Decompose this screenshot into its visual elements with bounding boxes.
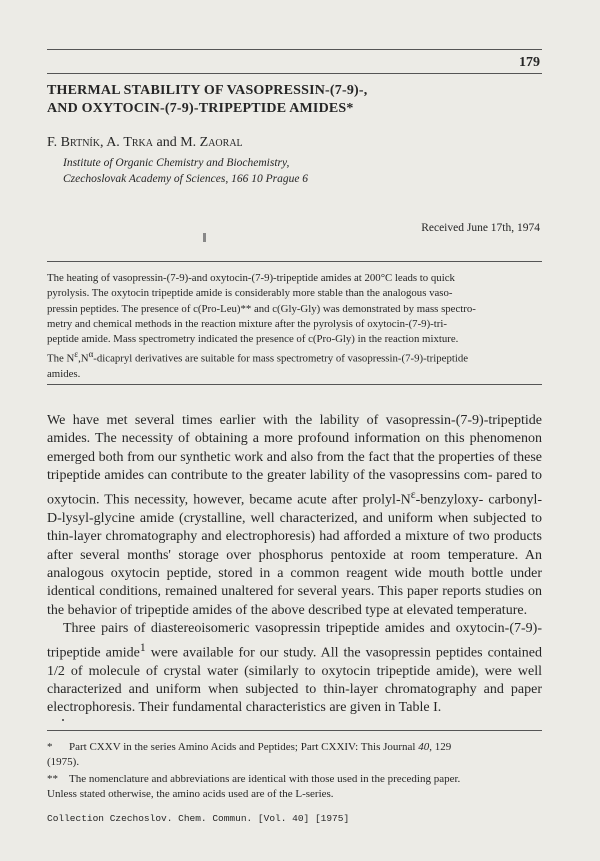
abstract-line: metry and chemical methods in the reaction mixture after the pyrolysis of oxytocin-(7-9)-tri- <box>47 317 447 330</box>
text-run: amides. The necessity of obtaining a more profound information on this phenomenon <box>47 431 542 447</box>
received-date: Received June 17th, 1974 <box>421 222 540 234</box>
footnote-2 <box>47 772 542 787</box>
footnote-1 <box>47 740 542 755</box>
text-run: carbonyl- <box>488 492 543 508</box>
print-speck <box>62 719 64 721</box>
superscript: α <box>88 349 94 360</box>
footnote-marker: ** <box>47 773 58 785</box>
text-run: of two products after several months' storage over phosphorus pentoxide at room <box>47 529 543 563</box>
text-run: -benzyloxy- <box>415 492 484 508</box>
text-run: bottle under identical conditions, remained unaltered for several years. This paper <box>47 565 543 600</box>
author-3-surname: Zaoral <box>199 135 243 150</box>
header-rule-bottom <box>47 73 542 74</box>
text-run: elevated temperature. <box>406 602 528 618</box>
title-line-1: THERMAL STABILITY OF VASOPRESSIN-(7-9)-, <box>47 83 368 98</box>
footnotes <box>47 740 542 802</box>
text-run: Part CXXV in the series Amino Acids and Peptides; Part CXXIV: This Journal <box>69 741 419 753</box>
text-run: 1/2 of molecule of crystal water (similarly to oxytocin tripeptide amide), were well <box>47 663 542 679</box>
text-run: -lysyl-glycine amide (crystalline, well characterized, and uniform when <box>57 510 469 526</box>
footnote-marker: * <box>47 741 53 753</box>
text-run: temperature. An analogous oxytocin peptide, stored in a common reagent wide mouth <box>47 547 543 581</box>
superscript: ε <box>410 487 416 501</box>
paragraph-2 <box>47 620 542 718</box>
abstract-line: pressin peptides. The presence of c(Pro-Leu)** and c(Gly-Gly) was demonstrated by mass spectro- <box>47 302 476 315</box>
text-run: subjected to thin-layer chromatography and electrophoresis) had afforded a mixture <box>47 510 542 545</box>
abstract <box>47 271 542 383</box>
author-separator-1: , A. <box>99 135 124 150</box>
abstract-text: The N <box>47 353 75 366</box>
page-number: 179 <box>519 55 540 70</box>
journal-volume: 40 <box>418 741 430 753</box>
journal-footer: Collection Czechoslov. Chem. Commun. [Vol. 40] [1975] <box>47 813 350 824</box>
affiliation-line-2: Czechoslovak Academy of Sciences, 166 10 Prague 6 <box>63 173 309 185</box>
footnote-text <box>69 740 451 755</box>
title-line-2: AND OXYTOCIN-(7-9)-TRIPEPTIDE AMIDES* <box>47 101 354 116</box>
affiliation-line-1: Institute of Organic Chemistry and Biochemistry, <box>63 157 290 169</box>
text-run: pared to oxytocin. This necessity, however, became acute after prolyl-N <box>47 468 542 508</box>
text-run: We have met several times earlier with the lability of vasopressin-(7-9)-tripeptide <box>47 413 542 428</box>
paragraph-1 <box>47 412 542 620</box>
text-run: -series. <box>302 788 334 800</box>
text-run: emerged both from our synthetic work and also from the fact that the properties of <box>47 449 510 465</box>
text-run: these tripeptide amides can contribute to the greater lability of the vasopressins com- <box>47 449 543 484</box>
author-1-surname: Brtník <box>60 135 100 150</box>
text-run: were available for our study. All the vasopressin peptides contained <box>145 645 543 661</box>
body-text <box>47 412 542 718</box>
author-separator-2: and M. <box>152 135 200 150</box>
abstract-line: peptide amide. Mass spectrometry indicated the presence of c(Pro-Gly) in the reaction mixture. <box>47 333 459 346</box>
abstract-rule-top <box>47 261 542 262</box>
author-list <box>47 135 243 151</box>
header-rule-top <box>47 49 542 50</box>
author-2-surname: Trka <box>123 135 153 150</box>
text-run: tripeptide amide <box>47 645 140 661</box>
abstract-rule-bottom <box>47 384 542 385</box>
text-run: Unless stated otherwise, the amino acids used are of the <box>47 788 296 800</box>
affiliation <box>63 155 308 187</box>
footnote-rule <box>47 730 542 731</box>
abstract-line <box>47 347 542 367</box>
author-1-initial: F. <box>47 135 61 150</box>
article-title <box>47 82 542 118</box>
abstract-line: pyrolysis. The oxytocin tripeptide amide is considerably more stable than the analogous vaso- <box>47 287 453 300</box>
text-run: reports studies on the behavior of tripeptide amides of the above described type at <box>47 584 543 618</box>
abstract-text: -dicapryl derivatives are suitable for mass spectrometry of vasopressin-(7-9)-tripeptide <box>93 353 469 366</box>
text-run: electrophoresis. Their fundamental characteristics are given in Table I. <box>47 700 442 716</box>
reference-superscript: 1 <box>139 640 146 654</box>
abstract-line: The heating of vasopressin-(7-9)-and oxytocin-(7-9)-tripeptide amides at 200°C leads to quick <box>47 272 455 284</box>
print-mark <box>203 233 206 242</box>
stereo-prefix: D <box>47 510 58 526</box>
text-run: , 129 <box>429 741 452 753</box>
text-run: characterized and uniform when subjected to thin-layer chromatography and paper <box>47 682 542 697</box>
stereo-prefix: L <box>295 788 303 800</box>
abstract-line: amides. <box>47 368 81 381</box>
abstract-text: ,N <box>78 353 89 366</box>
superscript: ε <box>74 349 79 360</box>
footnote-2-continuation <box>47 787 542 802</box>
footnote-text: The nomenclature and abbreviations are identical with those used in the preceding paper. <box>69 773 461 785</box>
footnote-1-continuation: (1975). <box>47 756 80 768</box>
text-run: Three pairs of diastereoisomeric vasopressin tripeptide amides and oxytocin-(7-9)- <box>63 621 542 637</box>
